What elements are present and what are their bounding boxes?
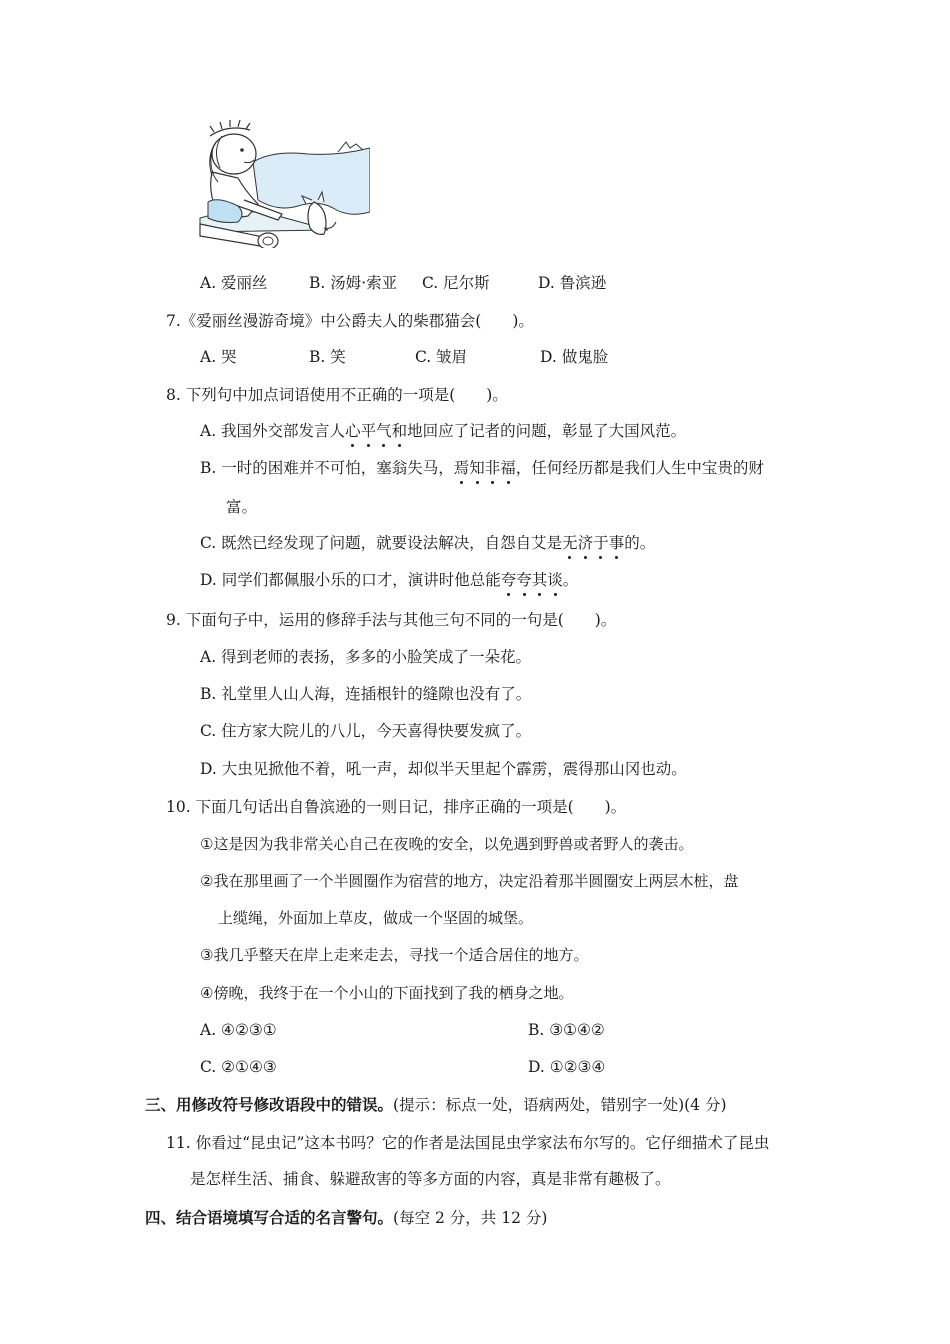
dotted-char: 其 bbox=[531, 571, 548, 589]
q10-sentence-4: ④傍晚，我终于在一个小山的下面找到了我的栖身之地。 bbox=[200, 984, 574, 1002]
q11-line-1: 11. 你看过“昆虫记”这本书吗？它的作者是法国昆虫学家法布尔写的。它仔细描术了昆虫 bbox=[166, 1134, 770, 1152]
dog-shape bbox=[308, 202, 326, 234]
q9-option-a: A. 得到老师的表扬，多多的小脸笑成了一朵花。 bbox=[200, 648, 532, 666]
q9-option-b: B. 礼堂里人山人海，连插根针的缝隙也没有了。 bbox=[200, 685, 532, 703]
dotted-char: 夸 bbox=[516, 571, 532, 589]
dotted-char: 心 bbox=[345, 422, 361, 440]
q10-option-a: A. ④②③① bbox=[200, 1021, 277, 1039]
q6-option-b: B. 汤姆·索亚 bbox=[309, 274, 398, 292]
q10-option-b: B. ③①④② bbox=[528, 1021, 605, 1039]
q10-sentence-1: ①这是因为我非常关心自己在夜晚的安全，以免遇到野兽或者野人的袭击。 bbox=[200, 835, 694, 853]
dotted-char: 气 bbox=[376, 422, 392, 440]
dotted-char: 和 bbox=[391, 422, 408, 440]
dotted-char: 于 bbox=[593, 534, 609, 552]
dotted-char: 福 bbox=[500, 459, 516, 477]
q10-sentence-2-line2: 上缆绳，外面加上草皮，做成一个坚固的城堡。 bbox=[218, 909, 534, 927]
q8-c-post: 的。 bbox=[624, 534, 656, 552]
q8-option-c bbox=[200, 532, 655, 554]
q10-stem: 10. 下面几句话出自鲁滨逊的一则日记，排序正确的一项是( )。 bbox=[166, 798, 627, 816]
dotted-char: 济 bbox=[577, 534, 594, 552]
q10-option-d: D. ①②③④ bbox=[528, 1058, 606, 1076]
q7-option-c: C. 皱眉 bbox=[415, 348, 468, 366]
section-4-note: (每空 2 分，共 12 分) bbox=[393, 1209, 548, 1227]
q8-a-post: 地回应了记者的问题，彰显了大国风范。 bbox=[407, 422, 687, 440]
section-3-heading bbox=[145, 1094, 727, 1116]
q8-stem: 8. 下列句中加点词语使用不正确的一项是( )。 bbox=[166, 386, 508, 404]
q6-option-a: A. 爱丽丝 bbox=[200, 274, 268, 292]
section-3-title: 三、用修改符号修改语段中的错误。 bbox=[145, 1095, 394, 1114]
section-4-heading bbox=[145, 1207, 547, 1229]
q8-d-pre: D. 同学们都佩服小乐的口才，演讲时他总能 bbox=[200, 571, 501, 589]
q9-option-c: C. 住方家大院儿的八儿，今天喜得快要发疯了。 bbox=[200, 722, 532, 740]
q11-line-2: 是怎样生活、捕食、躲避敌害的等多方面的内容，真是非常有趣极了。 bbox=[190, 1170, 671, 1188]
dotted-char: 事 bbox=[608, 534, 625, 552]
dotted-char: 夸 bbox=[500, 571, 517, 589]
q6-option-c: C. 尼尔斯 bbox=[422, 274, 490, 292]
dotted-char: 平 bbox=[360, 422, 377, 440]
dotted-char: 无 bbox=[562, 534, 578, 552]
q8-c-pre: C. 既然已经发现了问题，就要设法解决，自怨自艾是 bbox=[200, 534, 563, 552]
section-4-title: 四、结合语境填写合适的名言警句。 bbox=[145, 1208, 394, 1227]
q6-option-d: D. 鲁滨逊 bbox=[538, 274, 607, 292]
q8-b-post: ，任何经历都是我们人生中宝贵的财 bbox=[515, 459, 764, 477]
q9-option-d: D. 大虫见掀他不着，吼一声，却似半天里起个霹雳，震得那山冈也动。 bbox=[200, 760, 687, 778]
dotted-char: 非 bbox=[484, 459, 501, 477]
q10-sentence-2: ②我在那里画了一个半圆圈作为宿营的地方，决定沿着那半圆圈安上两层木桩，盘 bbox=[200, 872, 739, 890]
q8-b-pre: B. 一时的困难并不可怕，塞翁失马， bbox=[200, 459, 454, 477]
q8-a-pre: A. 我国外交部发言人 bbox=[200, 422, 346, 440]
dotted-char: 谈 bbox=[547, 571, 563, 589]
q8-option-b-line2: 富。 bbox=[226, 498, 258, 516]
q8-option-a bbox=[200, 420, 686, 442]
dotted-char: 焉 bbox=[453, 459, 470, 477]
question-illustration bbox=[198, 120, 370, 248]
q9-stem: 9. 下面句子中，运用的修辞手法与其他三句不同的一句是( )。 bbox=[166, 611, 617, 629]
dotted-char: 知 bbox=[469, 459, 485, 477]
section-3-note: (提示：标点一处，语病两处，错别字一处)(4 分) bbox=[393, 1096, 727, 1114]
q7-option-b: B. 笑 bbox=[309, 348, 346, 366]
q8-option-b bbox=[200, 457, 764, 479]
q10-option-c: C. ②①④③ bbox=[200, 1058, 277, 1076]
log-end-shape bbox=[258, 233, 278, 248]
figure-eye-shape bbox=[240, 148, 244, 152]
q7-stem: 7.《爱丽丝漫游奇境》中公爵夫人的柴郡猫会( )。 bbox=[166, 312, 534, 330]
figure-head-shape bbox=[212, 134, 256, 174]
laurel-shape bbox=[210, 120, 250, 136]
q7-option-d: D. 做鬼脸 bbox=[540, 348, 609, 366]
q7-option-a: A. 哭 bbox=[200, 348, 237, 366]
q8-d-post: 。 bbox=[562, 571, 579, 589]
q10-sentence-3: ③我几乎整天在岸上走来走去，寻找一个适合居住的地方。 bbox=[200, 946, 589, 964]
q8-option-d bbox=[200, 569, 578, 591]
